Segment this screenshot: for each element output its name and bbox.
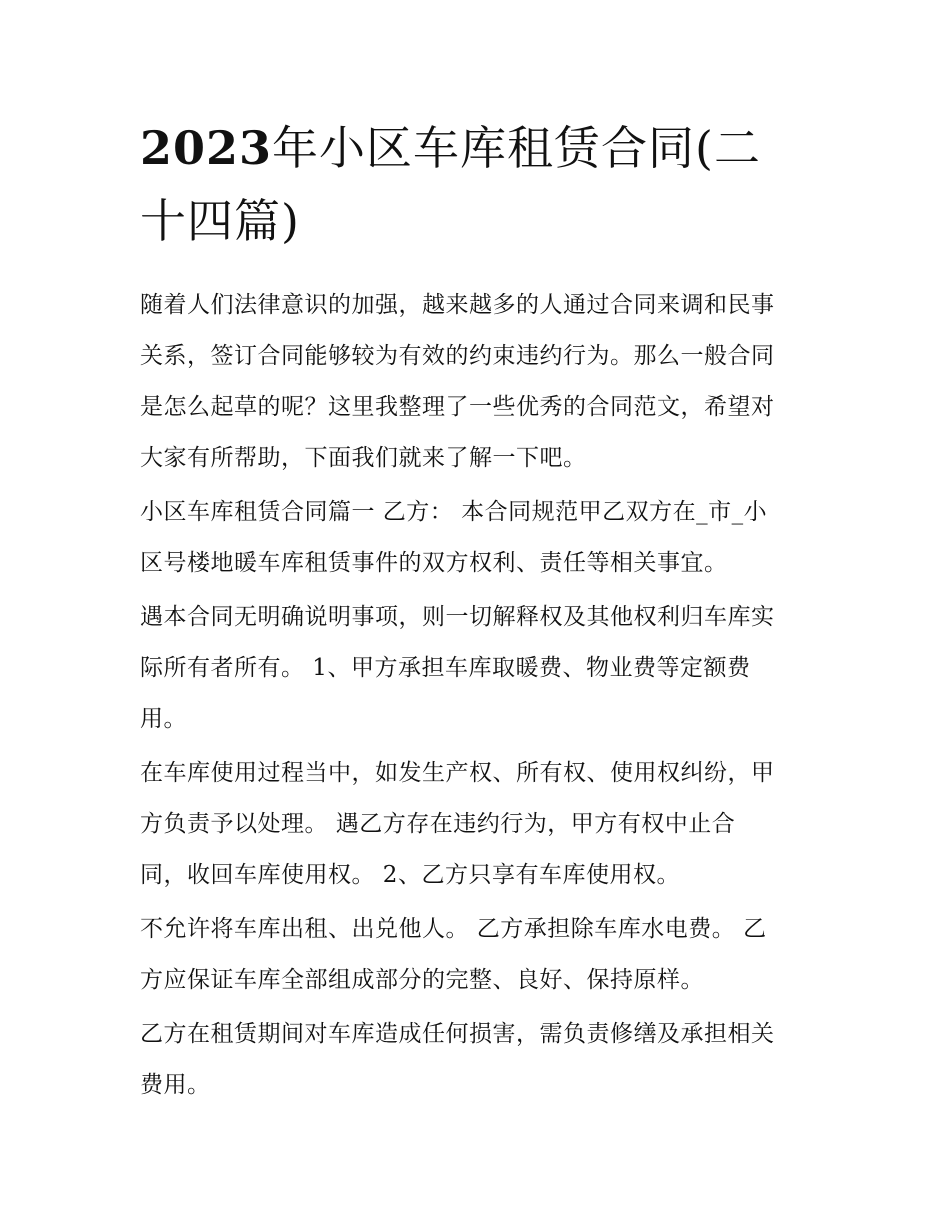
text-line: 方应保证车库全部组成部分的完整、良好、保持原样。	[140, 967, 704, 993]
text-line: 随着人们法律意识的加强，越来越多的人通过合同来调和民事	[140, 292, 775, 318]
text-line: 用。	[140, 706, 187, 732]
text-line: 小区车库租赁合同篇一 乙方： 本合同规范甲乙双方在_市_小	[140, 499, 768, 525]
paragraph-contract-one	[140, 487, 815, 589]
text-line: 际所有者所有。 1、甲方承担车库取暖费、物业费等定额费	[140, 655, 751, 681]
document-title	[140, 112, 810, 258]
text-line: 同，收回车库使用权。 2、乙方只享有车库使用权。	[140, 862, 680, 888]
paragraph-clause-1	[140, 592, 815, 745]
text-line: 方负责予以处理。 遇乙方存在违约行为，甲方有权中止合	[140, 811, 736, 837]
paragraph-clause-2	[140, 748, 815, 901]
paragraph-intro	[140, 280, 815, 484]
text-line: 费用。	[140, 1072, 211, 1098]
document-body	[140, 280, 815, 1114]
text-line: 遇本合同无明确说明事项，则一切解释权及其他权利归车库实	[140, 604, 775, 630]
title-line1-text: 年小区车库租赁合同(二	[272, 121, 761, 175]
text-line: 不允许将车库出租、出兑他人。 乙方承担除车库水电费。 乙	[140, 916, 767, 942]
text-line: 大家有所帮助，下面我们就来了解一下吧。	[140, 445, 587, 471]
text-line: 是怎么起草的呢？这里我整理了一些优秀的合同范文，希望对	[140, 394, 775, 420]
paragraph-clause-4	[140, 1009, 815, 1111]
text-line: 在车库使用过程当中，如发生产权、所有权、使用权纠纷，甲	[140, 760, 775, 786]
title-line2-text: 十四篇)	[140, 194, 300, 248]
paragraph-clause-3	[140, 904, 815, 1006]
text-line: 区号楼地暖车库租赁事件的双方权利、责任等相关事宜。	[140, 550, 728, 576]
text-line: 乙方在租赁期间对车库造成任何损害，需负责修缮及承担相关	[140, 1021, 775, 1047]
title-year: 2023	[140, 121, 273, 175]
text-line: 关系，签订合同能够较为有效的约束违约行为。那么一般合同	[140, 343, 775, 369]
